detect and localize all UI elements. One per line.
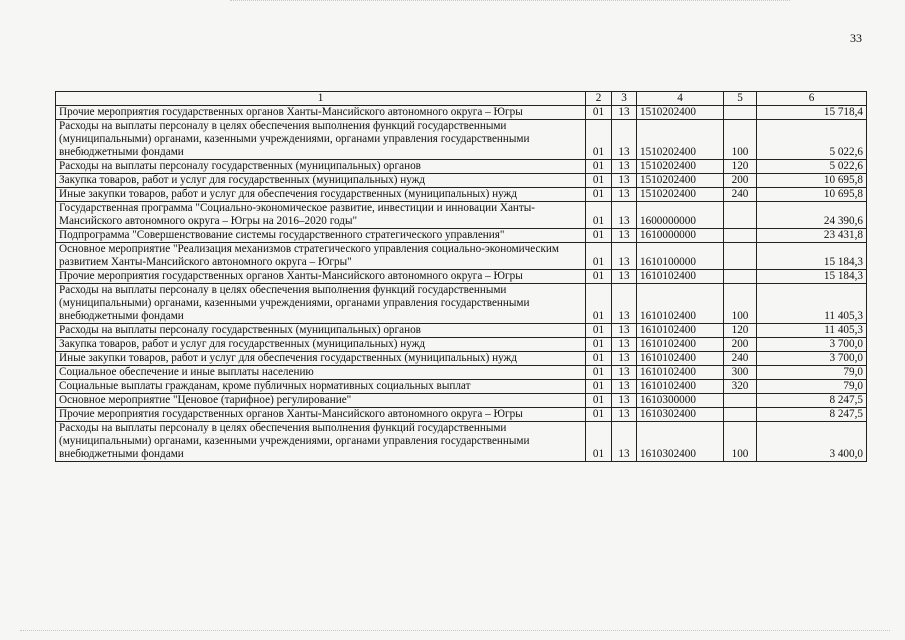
expense-type-cell	[724, 229, 757, 243]
scan-artifact-bottom	[20, 630, 890, 633]
table-row	[56, 202, 867, 229]
header-row	[56, 92, 867, 106]
subsection-code-cell: 13	[612, 120, 637, 160]
section-code-cell: 01	[586, 106, 612, 120]
table-row	[56, 160, 867, 174]
target-article-cell: 1610102400	[637, 324, 724, 338]
table-row	[56, 366, 867, 380]
subsection-code-cell: 13	[612, 408, 637, 422]
table-body	[56, 106, 867, 462]
subsection-code-cell: 13	[612, 422, 637, 462]
amount-cell: 79,0	[757, 366, 867, 380]
row-name-cell: Государственная программа "Социально-экономическое развитие, инвестиции и инновации Ханты-Мансийского автономного округа – Югры на 2016–2020 годы"	[56, 202, 586, 229]
expense-type-cell: 240	[724, 352, 757, 366]
subsection-code-cell: 13	[612, 324, 637, 338]
budget-table	[55, 91, 867, 462]
amount-cell: 79,0	[757, 380, 867, 394]
row-name-cell: Расходы на выплаты персоналу в целях обеспечения выполнения функций государственными (муниципальными) органами, казенными учреждениями, органами управления государственными внебюджетными фондами	[56, 120, 586, 160]
row-name-cell: Иные закупки товаров, работ и услуг для обеспечения государственных (муниципальных) нужд	[56, 352, 586, 366]
subsection-code-cell: 13	[612, 366, 637, 380]
section-code-cell: 01	[586, 366, 612, 380]
expense-type-cell: 100	[724, 120, 757, 160]
subsection-code-cell: 13	[612, 174, 637, 188]
table-row	[56, 284, 867, 324]
table-row	[56, 408, 867, 422]
section-code-cell: 01	[586, 243, 612, 270]
table-row	[56, 243, 867, 270]
amount-cell: 23 431,8	[757, 229, 867, 243]
row-name-cell: Основное мероприятие "Реализация механизмов стратегического управления социально-экономическим развитием Ханты-Мансийского автономного округа – Югры"	[56, 243, 586, 270]
header-cell: 1	[56, 92, 586, 106]
table-row	[56, 394, 867, 408]
section-code-cell: 01	[586, 338, 612, 352]
row-name-cell: Расходы на выплаты персоналу в целях обеспечения выполнения функций государственными (муниципальными) органами, казенными учреждениями, органами управления государственными внебюджетными фондами	[56, 422, 586, 462]
table-row	[56, 120, 867, 160]
amount-cell: 24 390,6	[757, 202, 867, 229]
target-article-cell: 1610102400	[637, 270, 724, 284]
target-article-cell: 1610102400	[637, 338, 724, 352]
section-code-cell: 01	[586, 422, 612, 462]
table-row	[56, 338, 867, 352]
row-name-cell: Социальное обеспечение и иные выплаты населению	[56, 366, 586, 380]
amount-cell: 5 022,6	[757, 160, 867, 174]
expense-type-cell: 320	[724, 380, 757, 394]
subsection-code-cell: 13	[612, 394, 637, 408]
amount-cell: 10 695,8	[757, 188, 867, 202]
table-row	[56, 188, 867, 202]
subsection-code-cell: 13	[612, 270, 637, 284]
expense-type-cell	[724, 394, 757, 408]
target-article-cell: 1510202400	[637, 120, 724, 160]
subsection-code-cell: 13	[612, 106, 637, 120]
amount-cell: 3 700,0	[757, 352, 867, 366]
subsection-code-cell: 13	[612, 160, 637, 174]
target-article-cell: 1610102400	[637, 366, 724, 380]
section-code-cell: 01	[586, 202, 612, 229]
amount-cell: 10 695,8	[757, 174, 867, 188]
section-code-cell: 01	[586, 394, 612, 408]
header-cell: 6	[757, 92, 867, 106]
target-article-cell: 1510202400	[637, 174, 724, 188]
table-row	[56, 174, 867, 188]
target-article-cell: 1610102400	[637, 284, 724, 324]
expense-type-cell	[724, 270, 757, 284]
row-name-cell: Расходы на выплаты персоналу в целях обеспечения выполнения функций государственными (муниципальными) органами, казенными учреждениями, органами управления государственными внебюджетными фондами	[56, 284, 586, 324]
row-name-cell: Закупка товаров, работ и услуг для государственных (муниципальных) нужд	[56, 174, 586, 188]
expense-type-cell: 120	[724, 160, 757, 174]
row-name-cell: Подпрограмма "Совершенствование системы государственного стратегического управления"	[56, 229, 586, 243]
page-number: 33	[850, 31, 862, 45]
target-article-cell: 1610102400	[637, 352, 724, 366]
amount-cell: 3 400,0	[757, 422, 867, 462]
expense-type-cell: 120	[724, 324, 757, 338]
expense-type-cell: 200	[724, 174, 757, 188]
header-cell: 2	[586, 92, 612, 106]
amount-cell: 5 022,6	[757, 120, 867, 160]
subsection-code-cell: 13	[612, 243, 637, 270]
target-article-cell: 1510202400	[637, 160, 724, 174]
expense-type-cell	[724, 106, 757, 120]
table-row	[56, 324, 867, 338]
table-row	[56, 229, 867, 243]
target-article-cell: 1610000000	[637, 229, 724, 243]
amount-cell: 8 247,5	[757, 408, 867, 422]
table-row	[56, 380, 867, 394]
amount-cell: 15 184,3	[757, 243, 867, 270]
section-code-cell: 01	[586, 352, 612, 366]
amount-cell: 11 405,3	[757, 324, 867, 338]
row-name-cell: Прочие мероприятия государственных органов Ханты-Мансийского автономного округа – Югры	[56, 408, 586, 422]
subsection-code-cell: 13	[612, 352, 637, 366]
row-name-cell: Расходы на выплаты персоналу государственных (муниципальных) органов	[56, 324, 586, 338]
section-code-cell: 01	[586, 284, 612, 324]
section-code-cell: 01	[586, 408, 612, 422]
section-code-cell: 01	[586, 188, 612, 202]
expense-type-cell: 100	[724, 422, 757, 462]
section-code-cell: 01	[586, 324, 612, 338]
expense-type-cell	[724, 408, 757, 422]
scan-artifact-top	[230, 0, 790, 3]
subsection-code-cell: 13	[612, 202, 637, 229]
subsection-code-cell: 13	[612, 338, 637, 352]
section-code-cell: 01	[586, 380, 612, 394]
section-code-cell: 01	[586, 174, 612, 188]
expense-type-cell	[724, 202, 757, 229]
target-article-cell: 1610100000	[637, 243, 724, 270]
table-row	[56, 422, 867, 462]
subsection-code-cell: 13	[612, 188, 637, 202]
row-name-cell: Прочие мероприятия государственных органов Ханты-Мансийского автономного округа – Югры	[56, 106, 586, 120]
amount-cell: 15 718,4	[757, 106, 867, 120]
row-name-cell: Иные закупки товаров, работ и услуг для обеспечения государственных (муниципальных) нужд	[56, 188, 586, 202]
target-article-cell: 1600000000	[637, 202, 724, 229]
amount-cell: 11 405,3	[757, 284, 867, 324]
header-cell: 5	[724, 92, 757, 106]
row-name-cell: Социальные выплаты гражданам, кроме публичных нормативных социальных выплат	[56, 380, 586, 394]
target-article-cell: 1610300000	[637, 394, 724, 408]
expense-type-cell: 240	[724, 188, 757, 202]
target-article-cell: 1510202400	[637, 188, 724, 202]
row-name-cell: Расходы на выплаты персоналу государственных (муниципальных) органов	[56, 160, 586, 174]
target-article-cell: 1610102400	[637, 380, 724, 394]
table-row	[56, 106, 867, 120]
target-article-cell: 1610302400	[637, 422, 724, 462]
expense-type-cell: 100	[724, 284, 757, 324]
row-name-cell: Основное мероприятие "Ценовое (тарифное) регулирование"	[56, 394, 586, 408]
target-article-cell: 1610302400	[637, 408, 724, 422]
target-article-cell: 1510202400	[637, 106, 724, 120]
section-code-cell: 01	[586, 229, 612, 243]
section-code-cell: 01	[586, 160, 612, 174]
expense-type-cell	[724, 243, 757, 270]
subsection-code-cell: 13	[612, 229, 637, 243]
amount-cell: 3 700,0	[757, 338, 867, 352]
row-name-cell: Прочие мероприятия государственных органов Ханты-Мансийского автономного округа – Югры	[56, 270, 586, 284]
expense-type-cell: 300	[724, 366, 757, 380]
amount-cell: 15 184,3	[757, 270, 867, 284]
subsection-code-cell: 13	[612, 380, 637, 394]
section-code-cell: 01	[586, 270, 612, 284]
header-cell: 3	[612, 92, 637, 106]
section-code-cell: 01	[586, 120, 612, 160]
subsection-code-cell: 13	[612, 284, 637, 324]
row-name-cell: Закупка товаров, работ и услуг для государственных (муниципальных) нужд	[56, 338, 586, 352]
header-cell: 4	[637, 92, 724, 106]
expense-type-cell: 200	[724, 338, 757, 352]
amount-cell: 8 247,5	[757, 394, 867, 408]
table-row	[56, 352, 867, 366]
table-row	[56, 270, 867, 284]
